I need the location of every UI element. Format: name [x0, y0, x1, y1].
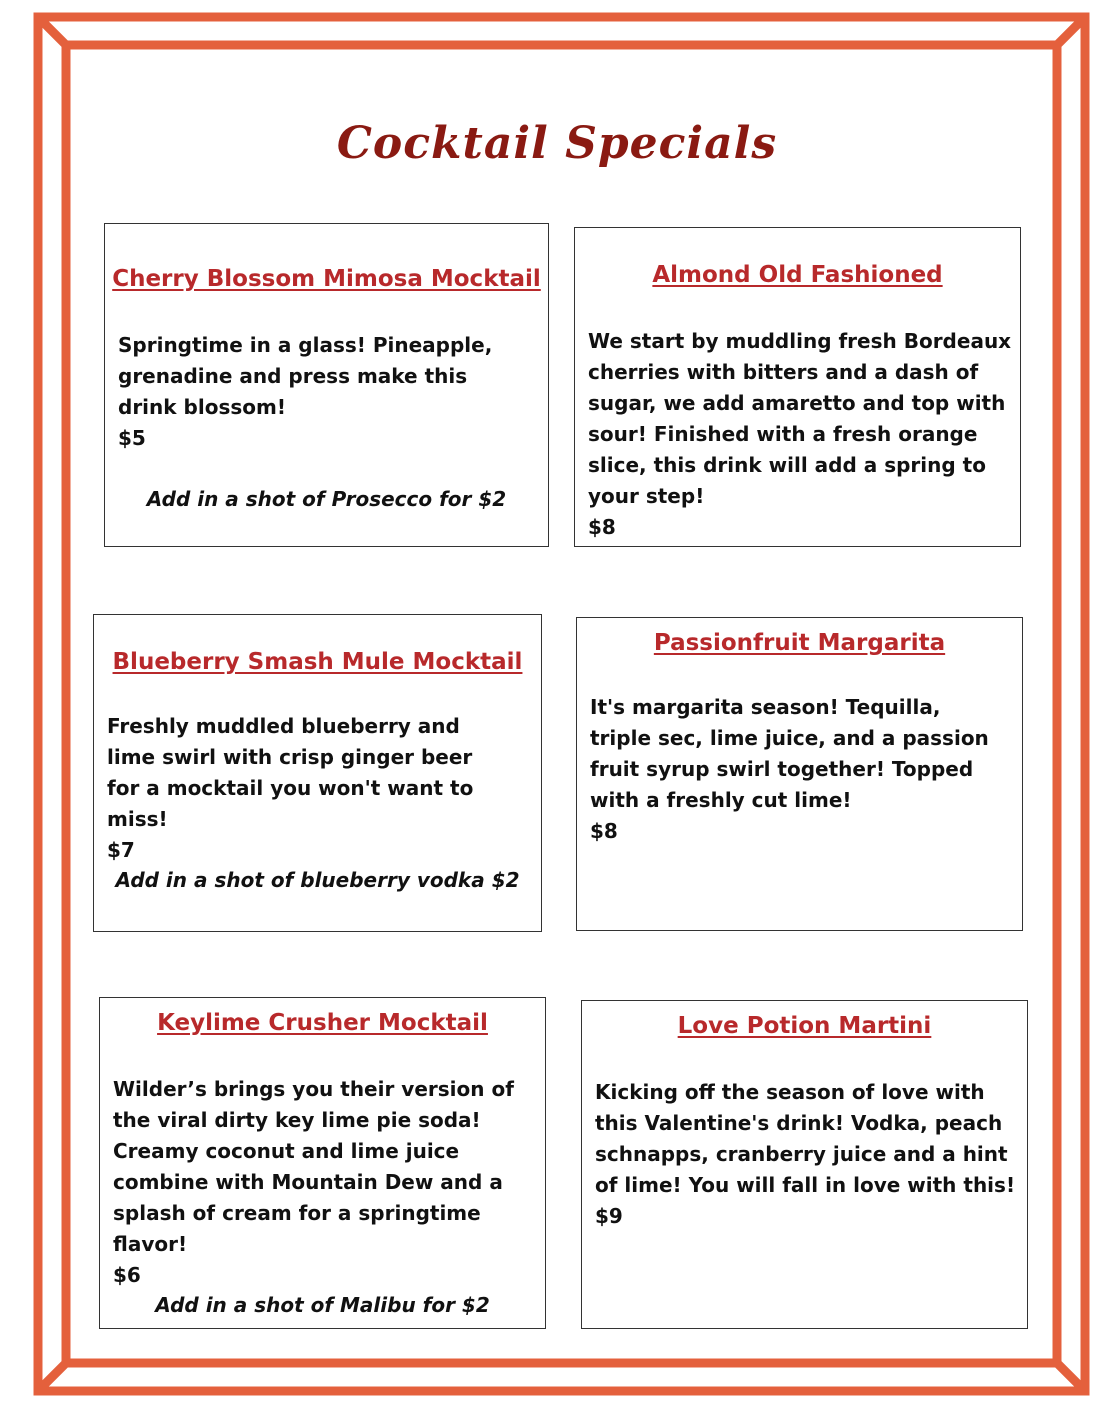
menu-card-cherry-blossom [104, 223, 549, 547]
card-addon: Add in a shot of blueberry vodka $2 [115, 868, 520, 892]
card-title: Keylime Crusher Mocktail [157, 1010, 488, 1036]
menu-card-passionfruit-margarita [576, 617, 1023, 931]
menu-card-blueberry-smash [93, 614, 542, 932]
card-price: $5 [118, 426, 146, 450]
card-description-text: Springtime in a glass! Pineapple, grenadine and press make this drink blossom! [118, 333, 493, 419]
card-description [588, 326, 1018, 543]
card-description [113, 1074, 538, 1291]
menu-card-keylime-crusher [99, 997, 546, 1329]
card-description [590, 692, 1000, 847]
card-title: Passionfruit Margarita [653, 630, 946, 656]
card-addon: Add in a shot of Prosecco for $2 [146, 487, 507, 511]
card-description-text: It's margarita season! Tequilla, triple sec, lime juice, and a passion fruit syrup swirl together! Topped with a freshly cut lime! [590, 695, 989, 812]
card-addon: Add in a shot of Malibu for $2 [155, 1293, 490, 1317]
card-description-text: We start by muddling fresh Bordeaux cherries with bitters and a dash of sugar, we add amaretto and top with sour! Finished with a fresh orange slice, this drink will add a spring to your step! [588, 329, 1012, 508]
menu-card-love-potion [581, 1000, 1028, 1329]
page-title: Cocktail Specials [336, 118, 778, 169]
card-title: Almond Old Fashioned [652, 262, 943, 288]
card-price: $6 [113, 1263, 141, 1287]
card-description [107, 711, 507, 866]
card-price: $8 [588, 515, 616, 539]
card-description-text: Wilder’s brings you their version of the viral dirty key lime pie soda! Creamy coconut and lime juice combine with Mountain Dew and a splash of cream for a springtime flavor! [113, 1077, 514, 1256]
card-price: $8 [590, 819, 618, 843]
card-title: Cherry Blossom Mimosa Mocktail [112, 266, 541, 292]
card-price: $7 [107, 838, 135, 862]
card-description-text: Kicking off the season of love with this Valentine's drink! Vodka, peach schnapps, cranberry juice and a hint of lime! You will fall in love with this! [595, 1080, 1016, 1197]
card-title: Love Potion Martini [677, 1013, 932, 1039]
card-description [118, 330, 518, 454]
menu-card-almond-old-fashioned [574, 227, 1021, 547]
card-price: $9 [595, 1204, 623, 1228]
card-title: Blueberry Smash Mule Mocktail [112, 649, 523, 675]
card-description [595, 1077, 1020, 1232]
card-description-text: Freshly muddled blueberry and lime swirl with crisp ginger beer for a mocktail you won't want to miss! [107, 714, 474, 831]
